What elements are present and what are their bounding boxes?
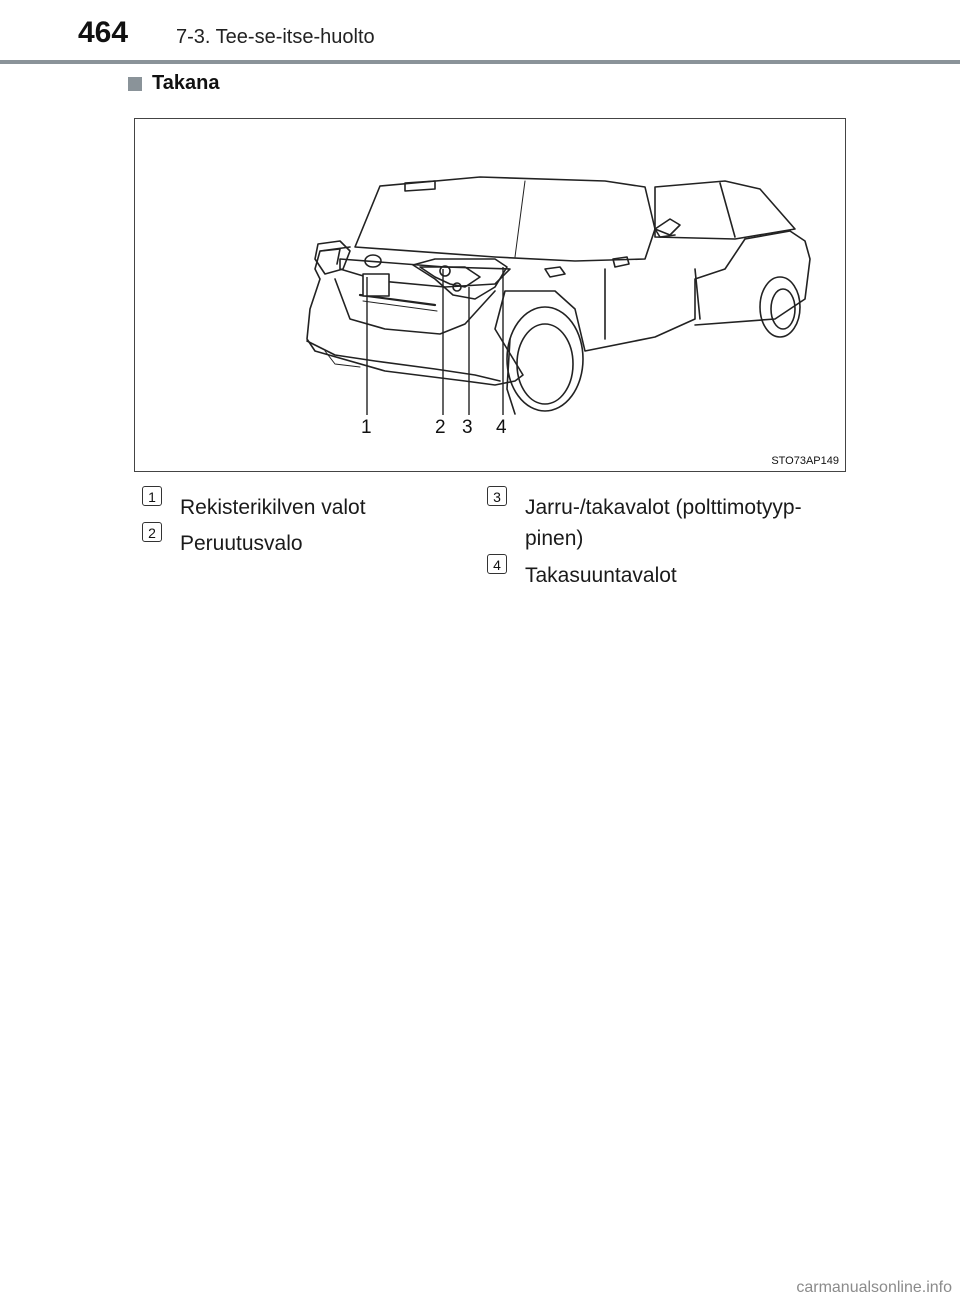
legend-text: Jarru-/takavalot (polttimotyyp-pinen) [525,496,802,550]
car-rear-illustration [134,118,846,472]
page-number: 464 [78,16,129,49]
legend-text: Takasuuntavalot [525,564,677,587]
callout-1: 1 [361,417,372,438]
legend-number-badge: 2 [142,522,162,542]
legend-text: Peruutusvalo [180,532,303,555]
section-heading-text: Takana [152,72,220,94]
section-heading [128,72,219,95]
header-section-title: 7-3. Tee-se-itse-huolto [176,26,375,48]
legend-item [487,489,835,554]
legend-item [142,525,490,559]
callout-4: 4 [496,417,507,438]
watermark: carmanualsonline.info [796,1279,952,1296]
car-rear-drawing [135,119,845,471]
header-divider [0,60,960,64]
legend-item [142,489,490,523]
figure-code: STO73AP149 [771,455,839,467]
legend-text: Rekisterikilven valot [180,496,366,519]
legend-number-badge: 1 [142,486,162,506]
callout-3: 3 [462,417,473,438]
legend-number-badge: 3 [487,486,507,506]
legend-number-badge: 4 [487,554,507,574]
legend-item [487,557,835,591]
callout-2: 2 [435,417,446,438]
square-bullet-icon [128,77,142,91]
